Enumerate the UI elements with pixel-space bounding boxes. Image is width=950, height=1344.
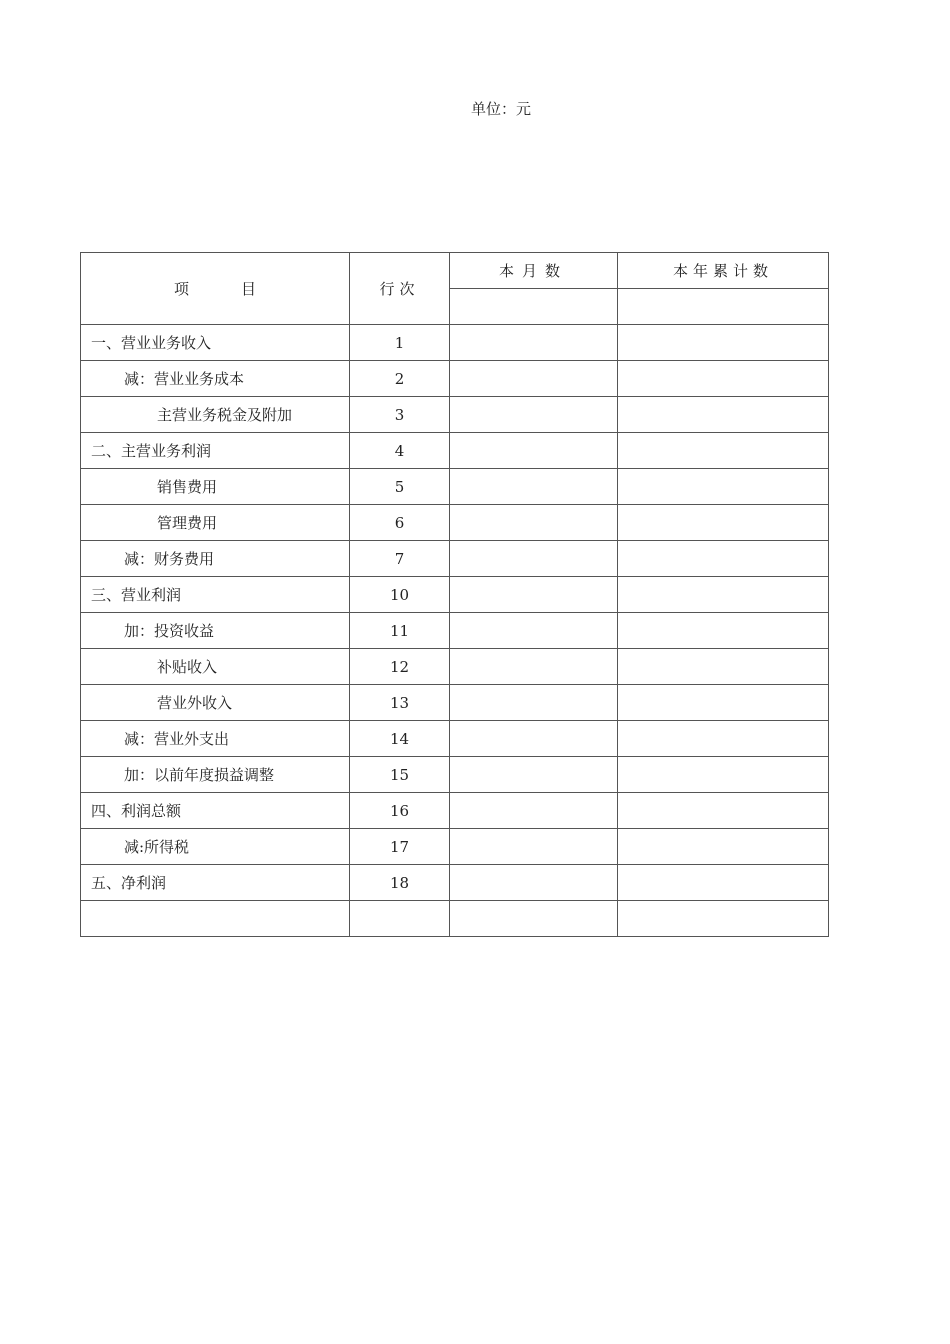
cell-this-month[interactable] [450,865,618,901]
table-row [81,829,829,865]
row-item: 二、主营业务利润 [81,433,350,469]
header-item [81,253,350,325]
row-item: 减：营业业务成本 [81,361,350,397]
row-line: 18 [350,865,450,901]
cell-this-month[interactable] [450,901,618,937]
row-item: 减:所得税 [81,829,350,865]
cell-year-to-date[interactable] [618,685,829,721]
cell-year-to-date[interactable] [618,721,829,757]
cell-this-month[interactable] [450,541,618,577]
row-line: 4 [350,433,450,469]
table-row [81,721,829,757]
cell-year-to-date[interactable] [618,829,829,865]
header-item-label-a: 项 [173,280,189,298]
header-this-month: 本月数 [450,253,618,289]
row-line: 12 [350,649,450,685]
table-row [81,505,829,541]
row-item: 三、营业利润 [81,577,350,613]
row-item: 一、营业业务收入 [81,325,350,361]
cell-this-month[interactable] [450,325,618,361]
cell-year-to-date[interactable] [618,901,829,937]
table-row [81,613,829,649]
row-line: 13 [350,685,450,721]
cell-this-month[interactable] [450,505,618,541]
row-item: 销售费用 [81,469,350,505]
row-line: 10 [350,577,450,613]
row-item: 五、净利润 [81,865,350,901]
header-year-to-date-sub [618,289,829,325]
cell-year-to-date[interactable] [618,433,829,469]
cell-year-to-date[interactable] [618,469,829,505]
row-line: 6 [350,505,450,541]
table-row [81,325,829,361]
header-year-to-date: 本年累计数 [618,253,829,289]
row-item: 营业外收入 [81,685,350,721]
table-row [81,469,829,505]
cell-year-to-date[interactable] [618,361,829,397]
table-row [81,649,829,685]
row-line: 3 [350,397,450,433]
table-row [81,433,829,469]
cell-this-month[interactable] [450,469,618,505]
cell-year-to-date[interactable] [618,505,829,541]
row-line: 11 [350,613,450,649]
cell-year-to-date[interactable] [618,865,829,901]
table-row [81,793,829,829]
cell-this-month[interactable] [450,757,618,793]
cell-this-month[interactable] [450,649,618,685]
cell-year-to-date[interactable] [618,757,829,793]
table-row [81,397,829,433]
table-row [81,577,829,613]
cell-this-month[interactable] [450,829,618,865]
cell-this-month[interactable] [450,721,618,757]
row-line: 1 [350,325,450,361]
row-item: 减：财务费用 [81,541,350,577]
cell-this-month[interactable] [450,577,618,613]
unit-label: 单位：元 [471,100,532,118]
row-line: 17 [350,829,450,865]
row-line: 15 [350,757,450,793]
row-item: 管理费用 [81,505,350,541]
row-item[interactable] [81,901,350,937]
table-row [81,865,829,901]
header-row [81,253,829,289]
header-item-label-b: 目 [241,280,257,298]
cell-year-to-date[interactable] [618,397,829,433]
row-item: 主营业务税金及附加 [81,397,350,433]
table-row [81,685,829,721]
row-line[interactable] [350,901,450,937]
table-row [81,361,829,397]
cell-this-month[interactable] [450,361,618,397]
cell-this-month[interactable] [450,613,618,649]
cell-this-month[interactable] [450,397,618,433]
empty-row [81,901,829,937]
row-line: 14 [350,721,450,757]
header-this-month-sub [450,289,618,325]
row-line: 5 [350,469,450,505]
row-item: 补贴收入 [81,649,350,685]
header-line-no: 行次 [350,253,450,325]
cell-this-month[interactable] [450,685,618,721]
income-statement-table [80,252,829,937]
cell-this-month[interactable] [450,433,618,469]
cell-year-to-date[interactable] [618,577,829,613]
cell-year-to-date[interactable] [618,649,829,685]
row-item: 减：营业外支出 [81,721,350,757]
cell-year-to-date[interactable] [618,793,829,829]
cell-year-to-date[interactable] [618,541,829,577]
row-item: 加：投资收益 [81,613,350,649]
table-row [81,757,829,793]
row-line: 16 [350,793,450,829]
row-item: 加：以前年度损益调整 [81,757,350,793]
row-item: 四、利润总额 [81,793,350,829]
row-line: 2 [350,361,450,397]
table-row [81,541,829,577]
cell-year-to-date[interactable] [618,325,829,361]
cell-this-month[interactable] [450,793,618,829]
cell-year-to-date[interactable] [618,613,829,649]
row-line: 7 [350,541,450,577]
